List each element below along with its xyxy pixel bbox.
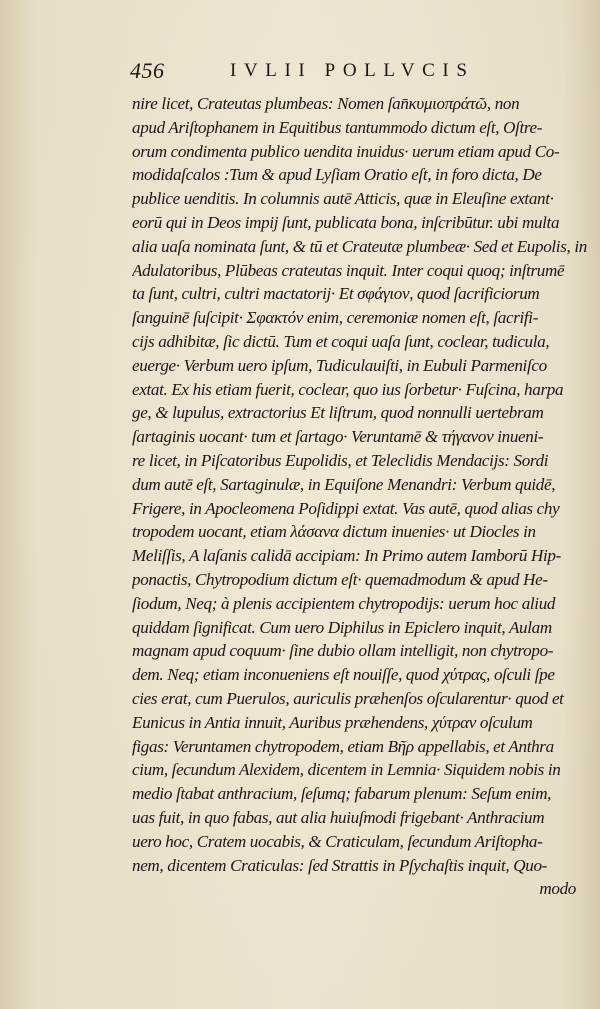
text-line: cium, ſecundum Alexidem, dicentem in Lemnia· Siquidem nobis in	[132, 760, 561, 780]
text-line: dum autē eſt, Sartaginulæ, in Equiſone Menandri: Verbum quidē,	[132, 474, 556, 494]
running-title: IVLII POLLVCIS	[230, 60, 475, 81]
text-line: re licet, in Piſcatoribus Eupolidis, et Teleclidis Mendacijs: Sordi	[132, 450, 549, 470]
catchword: modo	[539, 879, 576, 899]
text-line: Meliſſis, A laſanis calidā accipiam: In Primo autem Iamborū Hip-	[132, 546, 561, 566]
text-line: nire licet, Crateutas plumbeas: Nomen ſan̄κυμιοπράτῶ, non	[132, 94, 520, 113]
text-line: ſiodum, Neq; à plenis accipientem chytropodijs: uerum hoc aliud	[132, 593, 556, 613]
text-line: magnam apud coquum· ſine dubio ollam intelligit, non chytropo-	[132, 641, 554, 661]
text-line: uero hoc, Cratem uocabis, & Craticulam, ſecundum Ariſtopha-	[132, 831, 543, 851]
text-line: ſanguinē ſuſcipit· Σφακτόν enim, ceremoniæ nomen eſt, ſacrifi-	[132, 308, 539, 328]
text-line: alia uaſa nominata ſunt, & tū et Crateutæ plumbeæ· Sed et Eupolis, in	[132, 236, 587, 256]
body-text	[132, 92, 588, 901]
text-line: euerge· Verbum uero ipſum, Tudiculauiſti, in Eubuli Parmeniſco	[132, 355, 547, 375]
text-line: ſartaginis uocant· tum et ſartago· Veruntamē & τήγανον inueni-	[132, 427, 544, 447]
page-number: 456	[130, 58, 165, 83]
text-line: figas: Veruntamen chytropodem, etiam Βῆρ appellabis, et Anthra	[132, 736, 554, 756]
text-line: Frigere, in Apocleomena Poſidippi extat. Vas autē, quod alias chy	[132, 498, 560, 518]
text-line: modidaſcalos :Tum & apud Lyſiam Oratio eſt, in foro dicta, De	[132, 165, 542, 185]
text-line: dem. Neq; etiam inconueniens eſt nouiſſe, quod χύτρας, oſculi ſpe	[132, 665, 555, 685]
text-line: ponactis, Chytropodium dictum eſt· quemadmodum & apud He-	[132, 569, 548, 589]
text-line: uas fuit, in quo fabas, aut alia huiuſmodi frigebant· Anthracium	[132, 807, 545, 827]
text-line: eorū qui in Deos impij ſunt, publicata bona, inſcribūtur. ubi multa	[132, 212, 560, 232]
text-line: cies erat, cum Puerulos, auriculis præhenſos oſcularentur· quod et	[132, 688, 564, 708]
text-line: medio ſtabat anthracium, ſeſumq; fabarum plenum: Seſum enim,	[132, 784, 552, 804]
page-header	[126, 58, 526, 86]
text-line: cijs adhibitæ, ſic dictū. Tum et coqui uaſa ſunt, coclear, tudicula,	[132, 331, 550, 351]
text-line: ge, & lupulus, extractorius Et liſtrum, quod nonnulli uertebram	[132, 403, 544, 423]
text-line: publice uenditis. In columnis autē Atticis, quæ in Eleuſine extant·	[132, 189, 554, 209]
text-line: orum condimenta publico uendita inuidus· uerum etiam apud Co-	[132, 141, 560, 161]
text-line: Adulatoribus, Plūbeas crateutas inquit. Inter coqui quoq; inſtrumē	[132, 260, 565, 280]
text-line: quiddam ſignificat. Cum uero Diphilus in Epiclero inquit, Aulam	[132, 617, 552, 637]
text-line: ta ſunt, cultri, cultri mactatorij· Et σφάγιον, quod ſacrificiorum	[132, 284, 540, 304]
text-line: Eunicus in Antia innuit, Auribus præhendens, χύτραν oſculum	[132, 712, 533, 732]
text-line: extat. Ex his etiam fuerit, coclear, quo ius ſorbetur· Fuſcina, harpa	[132, 379, 564, 399]
text-line: apud Ariſtophanem in Equitibus tantummodo dictum eſt, Oſtre-	[132, 117, 543, 137]
text-line: tropodem uocant, etiam λάσανα dictum inuenies· ut Diocles in	[132, 522, 536, 542]
text-line: nem, dicentem Craticulas: ſed Strattis in Pſychaſtis inquit, Quo-	[132, 855, 547, 875]
